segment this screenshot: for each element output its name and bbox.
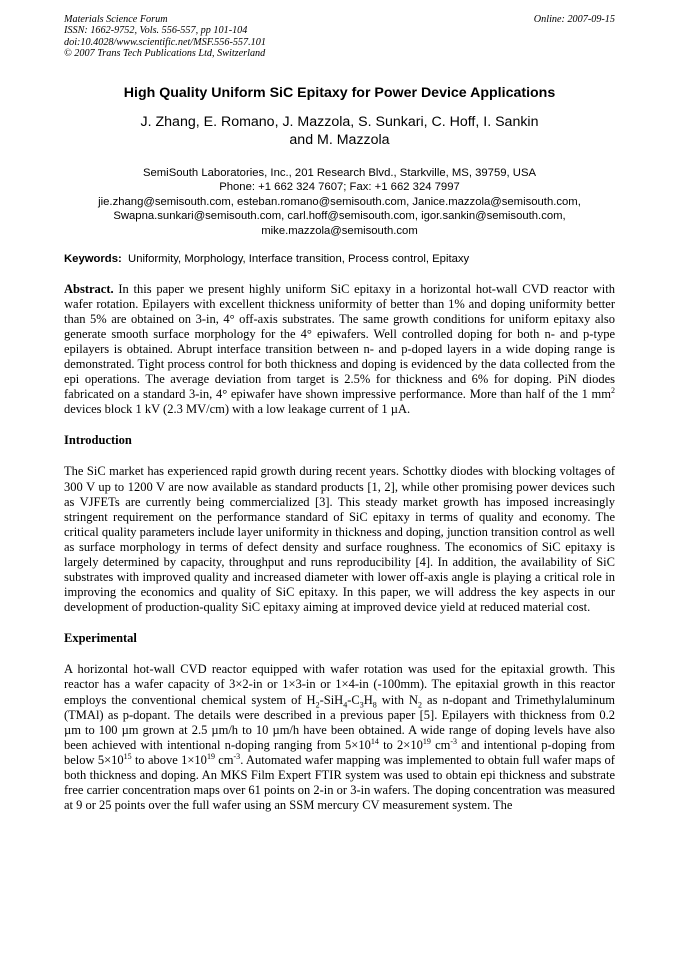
exp-sup: 19 [206,751,215,761]
affiliation-emails-2: Swapna.sunkari@semisouth.com, carl.hoff@semisouth.com, igor.sankin@semisouth.com, [113,210,566,223]
affiliation-emails-3: mike.mazzola@semisouth.com [261,225,418,237]
introduction-heading: Introduction [64,433,132,448]
copyright-line: © 2007 Trans Tech Publications Ltd, Switzerland [64,48,266,60]
exp-seg: -C [347,692,360,707]
abstract-sup: 2 [611,386,615,396]
exp-sup: -3 [450,736,458,746]
affiliation-emails-1: jie.zhang@semisouth.com, esteban.romano@semisouth.com, Janice.mazzola@semisouth.com, [98,195,581,208]
paper-title: High Quality Uniform SiC Epitaxy for Power Device Applications [123,84,556,101]
abstract-label: Abstract. [64,281,114,296]
exp-seg: as n-dopant and Trimethylaluminum (TMAl) as p-dopant. The details were described in a previous paper [5]. Epilayers with thickness from 0.2 µm to 100 µm grown at 2.5 µm/h to 10 µm/h have been obtained. A wide range of doping levels have also been achieved with intentional n-doping ranging from 5×10 [64,692,616,752]
exp-sup: 19 [422,736,431,746]
exp-sub: 2 [315,700,320,710]
keywords-label: Keywords: [64,252,122,265]
abstract-text-2: devices block 1 kV (2.3 MV/cm) with a low leakage current of 1 µA. [64,402,411,417]
exp-seg: H [363,692,373,707]
exp-sup: -3 [233,751,241,761]
exp-seg: and intentional p-doping from below 5×10 [64,737,615,767]
introduction-text: The SiC market has experienced rapid growth during recent years. Schottky diodes with blocking voltages of 300 V up to 1200 V are now available as standard products [1, 2], while other promising power devices such as VJFETs are currently being commercialized [3]. This steady market growth has imposed increasingly stringent requirement on the performance standard of SiC epitaxy in terms of quality and economy. The critical quality parameters include layer uniformity in thickness and doping, junction transition control as well as surface morphology in terms of defect density and surface roughness. The economics of SiC epitaxy is largely determined by capacity, throughput and runs reproducibility [4]. In addition, the availability of SiC substrates with improved quality and increased diameter with lower off-axis angle is playing a critical role in improving the economics and quality of SiC epitaxy. In this paper, we will address the key aspects in our development of production-quality SiC epitaxy aiming at improved device yield at reduced material cost. [64,464,615,615]
exp-sub: 8 [372,700,377,710]
exp-seg: . Automated wafer mapping was implemented to obtain full wafer maps of both thickness and doping. An MKS Film Expert FTIR system was used to obtain epi thickness and substrate free carrier concentration maps over 61 points on 2-in or 3-in wafers. The doping concentration was measured at 9 or 25 points over the full wafer using an SSM mercury CV measurement system. The [64,752,615,813]
exp-seg: to above 1×10 [131,752,207,767]
authors-line-2: and M. Mazzola [289,131,390,148]
exp-seg: A horizontal hot-wall CVD reactor equipped with wafer rotation was used for the epitaxial growth. This reactor has a wafer capacity of 3×2-in or 1×3-in or 1×4-in (-100mm). The epitaxial growth in this reactor employs the conventional chemical system of H [64,662,615,707]
online-date: Online: 2007-09-15 [533,14,615,25]
issn-line: ISSN: 1662-9752, Vols. 556-557, pp 101-104 [64,25,248,37]
exp-seg: cm [430,737,451,752]
affiliation-address: SemiSouth Laboratories, Inc., 201 Research Blvd., Starkville, MS, 39759, USA [142,166,537,179]
affiliation-phone: Phone: +1 662 324 7607; Fax: +1 662 324 7997 [219,181,460,194]
exp-sub: 2 [418,700,423,710]
exp-seg: cm [214,752,234,767]
exp-seg: -SiH [319,692,344,707]
journal-header [64,14,615,60]
affiliation [64,166,615,239]
doi-line: doi:10.4028/www.scientific.net/MSF.556-557.101 [64,36,266,48]
exp-seg: to 2×10 [378,737,423,752]
paper-page [64,14,615,813]
exp-sup: 15 [123,751,132,761]
keywords-text: Uniformity, Morphology, Interface transition, Process control, Epitaxy [128,252,470,265]
exp-sub: 3 [359,700,364,710]
experimental-text [64,662,615,813]
journal-name: Materials Science Forum [64,14,168,25]
experimental-heading: Experimental [64,631,137,646]
exp-sup: 14 [370,736,379,746]
exp-seg: with N [376,692,419,707]
keywords [64,252,615,266]
author-list [64,113,615,149]
authors-line-1: J. Zhang, E. Romano, J. Mazzola, S. Sunkari, C. Hoff, I. Sankin [140,113,539,130]
abstract [64,282,615,418]
abstract-text-1: In this paper we present highly uniform SiC epitaxy in a horizontal hot-wall CVD reactor with wafer rotation. Epilayers with excellent thickness uniformity of better than 1% and doping uniformity better than 5% are obtained on 3-in, 4° off-axis substrates. The same growth conditions for uniform epitaxy also generate smooth surface morphology for the 4° epiwafers. Well controlled doping for both n- and p-type epilayers is obtained. Abrupt interface transition between n- and p-doped layers in a wide doping range is demonstrated. Tight process control for both thickness and doping is evidenced by the data collected from the epi operations. The average deviation from target is 2.5% for thickness and 6% for doping. PiN diodes fabricated on a standard 3-in, 4° epiwafer have shown impressive performance. More than half of the 1 mm [64,281,616,402]
exp-sub: 4 [343,700,348,710]
